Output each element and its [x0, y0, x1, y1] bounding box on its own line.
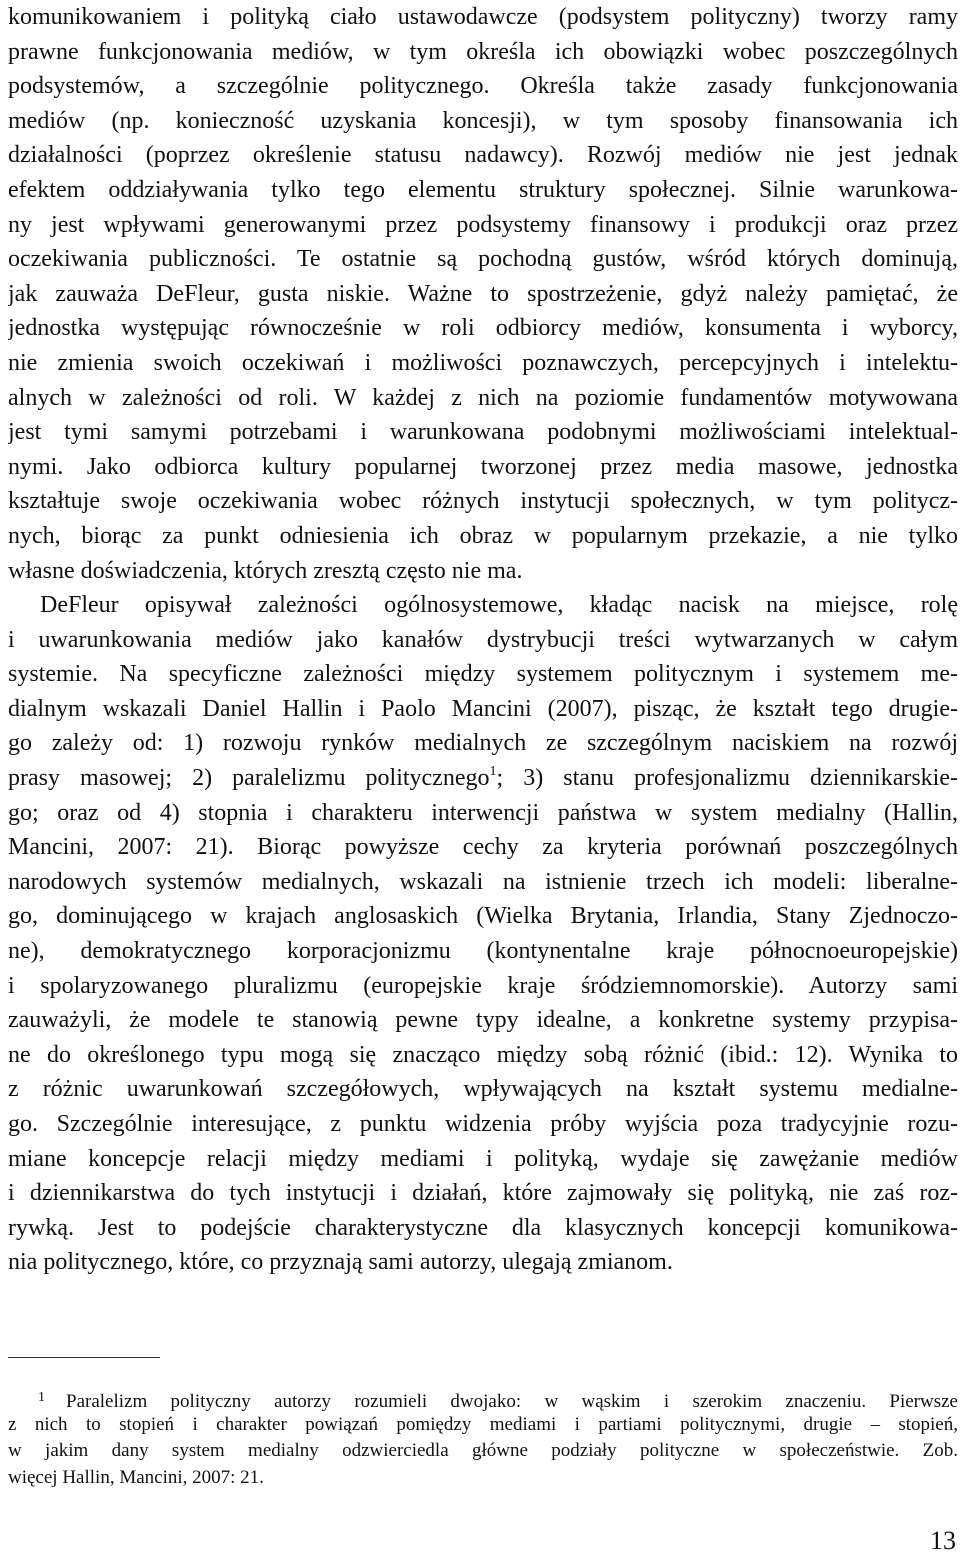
- text-line: zauważyli, że modele te stanowią pewne typy idealne, a konkretne systemy przypisa-: [8, 1007, 958, 1034]
- text-line: rywką. Jest to podejście charakterystyczne dla klasycznych koncepcji komunikowa-: [8, 1214, 958, 1241]
- text-line: działalności (poprzez określenie statusu nadawcy). Rozwój mediów nie jest jednak: [8, 142, 958, 169]
- page-number: 13: [930, 1526, 956, 1555]
- footnote: [8, 1385, 958, 1491]
- text-line: nych, biorąc za punkt odniesienia ich obraz w popularnym przekazie, a nie tylko: [8, 522, 958, 549]
- text-fragment: prasy masowej; 2) paralelizmu politycznego: [8, 765, 490, 792]
- footnote-text: w jakim dany system medialny odzwierciedla główne podziały polityczne w społeczeństwie. Zob.: [8, 1440, 958, 1461]
- text-line: i dziennikarstwa do tych instytucji i działań, które zajmowały się polityką, nie zaś roz-: [8, 1180, 958, 1207]
- footnote-separator: [8, 1357, 160, 1358]
- paragraph-2: [8, 588, 958, 1280]
- text-line: nymi. Jako odbiorca kultury popularnej tworzonej przez media masowe, jednostka: [8, 453, 958, 480]
- text-line: i uwarunkowania mediów jako kanałów dystrybucji treści wytwarzanych w całym: [8, 626, 958, 653]
- footnote-text: Paralelizm polityczny autorzy rozumieli dwojako: w wąskim i szerokim znaczeniu. Pierwsze: [66, 1391, 958, 1412]
- footnote-line: [8, 1438, 958, 1465]
- footnote-line: [8, 1412, 958, 1439]
- text-line: alnych w zależności od roli. W każdej z nich na poziomie fundamentów motywowana: [8, 384, 958, 411]
- text-line: [8, 761, 958, 796]
- paragraph-1: [8, 0, 958, 588]
- text-line: prawne funkcjonowania mediów, w tym określa ich obowiązki wobec poszczególnych: [8, 38, 958, 65]
- text-line: go, dominującego w krajach anglosaskich (Wielka Brytania, Irlandia, Stany Zjednoczo-: [8, 903, 958, 930]
- text-line: podsystemów, a szczególnie politycznego. Określa także zasady funkcjonowania: [8, 73, 958, 100]
- text-line: oczekiwania publiczności. Te ostatnie są pochodną gustów, wśród których dominują,: [8, 246, 958, 273]
- text-line: ne), demokratycznego korporacjonizmu (kontynentalne kraje północnoeuropejskie): [8, 938, 958, 965]
- text-line: jest tymi samymi potrzebami i warunkowana podobnymi możliwościami intelektual-: [8, 419, 958, 446]
- text-line: jak zauważa DeFleur, gusta niskie. Ważne to spostrzeżenie, gdyż należy pamiętać, że: [8, 280, 958, 307]
- text-line: efektem oddziaływania tylko tego elementu struktury społecznej. Silnie warunkowa-: [8, 176, 958, 203]
- footnote-line: [8, 1465, 958, 1492]
- text-line: nia politycznego, które, co przyznają sami autorzy, ulegają zmianom.: [8, 1249, 673, 1276]
- text-line: go; oraz od 4) stopnia i charakteru interwencji państwa w system medialny (Hallin,: [8, 799, 958, 826]
- footnote-marker: 1: [38, 1390, 45, 1405]
- text-line: dialnym wskazali Daniel Hallin i Paolo Mancini (2007), pisząc, że kształt tego drugie-: [8, 695, 958, 722]
- text-line: kształtuje swoje oczekiwania wobec różnych instytucji społecznych, w tym politycz-: [8, 488, 958, 515]
- text-line: nie zmienia swoich oczekiwań i możliwości poznawczych, percepcyjnych i intelektu-: [8, 349, 958, 376]
- text-line: ny jest wpływami generowanymi przez podsystemy finansowy i produkcji oraz przez: [8, 211, 958, 238]
- text-fragment: ; 3) stanu profesjonalizmu dziennikarskie-: [496, 765, 958, 792]
- text-line: z różnic uwarunkowań szczegółowych, wpływających na kształt systemu medialne-: [8, 1076, 958, 1103]
- text-line: systemie. Na specyficzne zależności między systemem politycznym i systemem me-: [8, 661, 958, 688]
- footnote-reference[interactable]: 1: [489, 764, 497, 780]
- text-line: komunikowaniem i polityką ciało ustawodawcze (podsystem polityczny) tworzy ramy: [8, 4, 958, 30]
- text-line: własne doświadczenia, których zresztą często nie ma.: [8, 557, 523, 584]
- footnote-text: więcej Hallin, Mancini, 2007: 21.: [8, 1466, 264, 1488]
- text-line: jednostka występując równocześnie w roli odbiorcy mediów, konsumenta i wyborcy,: [8, 315, 958, 342]
- footnote-line: [8, 1385, 958, 1412]
- text-line: mediów (np. konieczność uzyskania koncesji), w tym sposoby finansowania ich: [8, 107, 958, 134]
- text-line: go. Szczególnie interesujące, z punktu widzenia próby wyjścia poza tradycyjnie rozu-: [8, 1111, 958, 1137]
- text-line: Mancini, 2007: 21). Biorąc powyższe cechy za kryteria porównań poszczególnych: [8, 834, 958, 861]
- text-line: go zależy od: 1) rozwoju rynków medialnych ze szczególnym naciskiem na rozwój: [8, 730, 958, 757]
- page-body: [8, 0, 958, 1280]
- text-line: narodowych systemów medialnych, wskazali na istnienie trzech ich modeli: liberalne-: [8, 868, 958, 895]
- footnote-text: z nich to stopień i charakter powiązań pomiędzy mediami i partiami politycznymi, drugie – stopień,: [8, 1413, 958, 1435]
- text-line: miane koncepcje relacji między mediami i polityką, wydaje się zawężanie mediów: [8, 1145, 958, 1172]
- text-line: ne do określonego typu mogą się znacząco między sobą różnić (ibid.: 12). Wynika to: [8, 1041, 958, 1068]
- text-line: i spolaryzowanego pluralizmu (europejskie kraje śródziemnomorskie). Autorzy sami: [8, 972, 958, 999]
- text-line: DeFleur opisywał zależności ogólnosystemowe, kładąc nacisk na miejsce, rolę: [40, 592, 958, 619]
